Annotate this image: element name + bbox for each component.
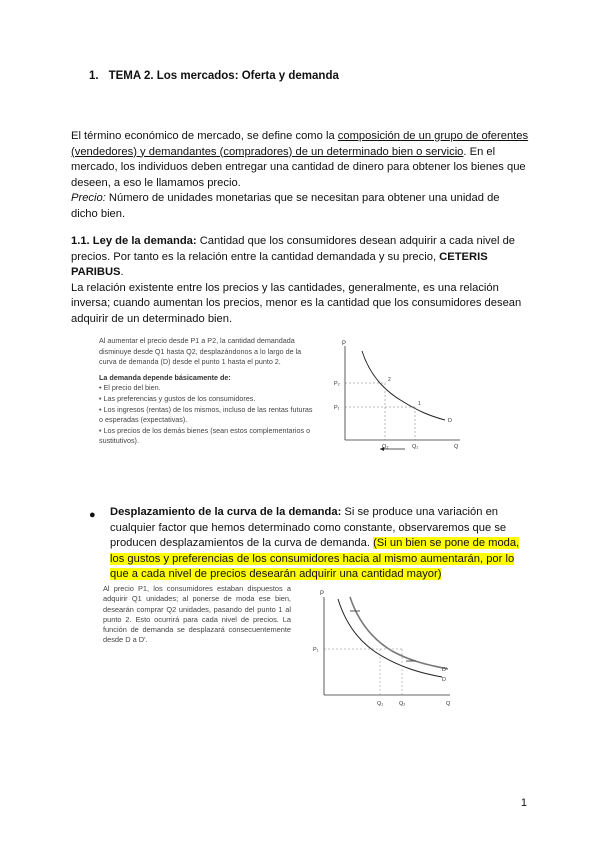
- law-heading: 1.1. Ley de la demanda:: [71, 235, 197, 247]
- shift-paragraph: [110, 505, 528, 583]
- d-label: D: [448, 418, 452, 424]
- figure1-item: • El precio del bien.: [99, 383, 161, 393]
- q2-label: Q₂: [382, 444, 389, 450]
- demand-curve: [362, 351, 445, 420]
- figure1-item: • Las preferencias y gustos de los consumidores.: [99, 393, 256, 403]
- q1-label: Q₁: [377, 701, 384, 707]
- intro-post: . En el mercado, los individuos deben entregar una cantidad de dinero para obtener los bienes que deseen, a eso le llamamos precio.: [71, 145, 526, 189]
- page-title: [89, 70, 339, 82]
- law-paragraph: [71, 234, 527, 327]
- law-text1: Cantidad que los consumidores desean adquirir a cada nivel de precios. Por tanto es la relación entre la cantidad demandada y su precio,: [71, 235, 516, 263]
- shift-text: Si se produce una variación en cualquier factor que hemos determinado como constante, observaremos que se producen desplazamientos de la curva de demanda.: [110, 506, 507, 549]
- demand-curve-diagram: [330, 336, 470, 460]
- point-2-label: 2: [388, 377, 391, 383]
- dprime-label: D': [442, 667, 448, 673]
- d-label: D: [442, 677, 446, 683]
- law-text2: .: [120, 266, 124, 278]
- p1-label: P₁: [334, 405, 340, 411]
- precio-definition: Número de unidades monetarias que se necesitan para obtener una unidad de dicho bien.: [71, 192, 500, 220]
- point-1-label: 1: [418, 401, 421, 407]
- heading-number: 1.: [89, 70, 99, 82]
- precio-term: Precio:: [71, 192, 106, 204]
- intro-paragraph: [71, 129, 529, 222]
- figure1-item: • Los precios de los demás bienes (sean estos complementarios o sustitutivos).: [99, 425, 311, 446]
- figure1-item: • Los ingresos (rentas) de los mismos, incluso de las rentas futuras o esperadas (expectativas).: [99, 404, 313, 425]
- highlighted-example: (Si un bien se pone de moda, los gustos y preferencias de los consumidores hacia al mismo aumentarán, por lo que a cada nivel de precios desearán adquirir una cantidad mayor): [110, 537, 520, 580]
- intro-underlined: composición de un grupo de oferentes (vendedores) y demandantes (compradores) de un determinado bien o servicio: [71, 130, 529, 158]
- shift-heading: Desplazamiento de la curva de la demanda:: [110, 506, 342, 518]
- figure2-caption: Al precio P1, los consumidores estaban dispuestos a adquirir Q1 unidades; al ponerse de moda ese bien, desearán comprar Q2 unidades, pasando del punto 1 al punto 2. Esto ocurrirá para cada nivel de precios. La función de demanda se desplazará consecuentemente desde D a D'.: [103, 584, 291, 645]
- ceteris-paribus: CETERIS PARIBUS: [71, 250, 488, 278]
- axis-p-label: P: [342, 341, 347, 347]
- q-label: Q: [446, 701, 451, 707]
- figure1-text: [99, 336, 317, 447]
- q1-label: Q₁: [412, 444, 419, 450]
- p1-label: P₁: [313, 647, 319, 653]
- heading-text: TEMA 2. Los mercados: Oferta y demanda: [108, 70, 339, 82]
- q-label: Q: [454, 444, 459, 450]
- q2-label: Q₂: [399, 701, 406, 707]
- axis-p-label: P: [320, 591, 325, 597]
- p2-label: P₂: [334, 381, 340, 387]
- figure1-caption: Al aumentar el precio desde P1 a P2, la cantidad demandada disminuye desde Q1 hasta Q2, desplazándonos a lo largo de la curva de demanda (D) desde el punto 1 hasta el punto 2.: [99, 336, 302, 367]
- intro-pre: El término económico de mercado, se define como la: [71, 130, 338, 142]
- page-number: 1: [520, 797, 527, 809]
- demand-curve-dprime: [350, 597, 448, 669]
- figure1-subtitle: La demanda depende básicamente de:: [99, 372, 231, 382]
- demand-shift-diagram: [310, 585, 460, 713]
- bullet: ●: [89, 509, 96, 521]
- law-text3: La relación existente entre los precios y las cantidades, generalmente, es una relación inversa; cuando aumentan los precios, menor es la cantidad que los consumidores desean adquirir de un determinado bien.: [71, 281, 522, 325]
